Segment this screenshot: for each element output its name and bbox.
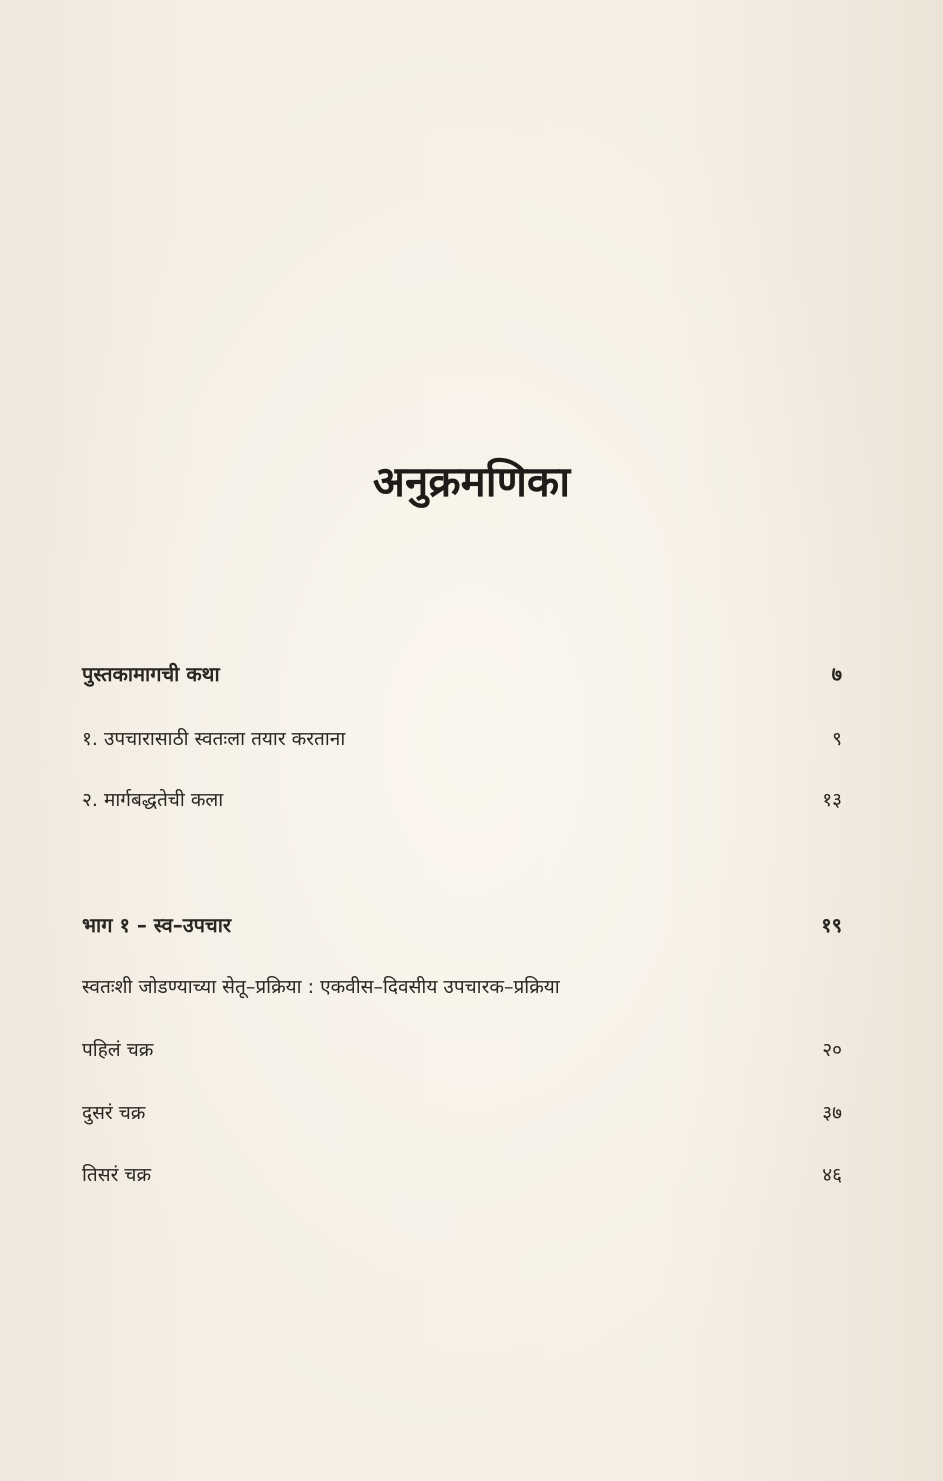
page-title: अनुक्रमणिका [372,457,571,506]
toc-entry-label: पुस्तकामागची कथा [82,662,220,686]
toc-entry-page: ७ [831,662,842,686]
toc-entry-label: तिसरं चक्र [82,1164,152,1186]
toc-entry-chapter-1[interactable] [82,725,842,757]
toc-entry-part-1[interactable] [82,911,842,943]
toc-entry-first-chakra[interactable] [82,1036,842,1068]
toc-entry-third-chakra[interactable] [82,1161,842,1193]
toc-entry-bridge-process[interactable] [82,973,842,1005]
toc-entry-label: स्वतःशी जोडण्याच्या सेतू–प्रक्रिया : एकवीस–दिवसीय उपचारक–प्रक्रिया [82,976,560,998]
toc-entry-page: ४६ [822,1164,842,1186]
toc-entry-second-chakra[interactable] [82,1099,842,1131]
toc-entry-page: २० [822,1039,842,1061]
toc-entry-page: १३ [822,789,842,811]
toc-entry-page: ९ [832,728,842,750]
toc-entry-page: ३७ [822,1102,842,1124]
toc-entry-label: पहिलं चक्र [82,1039,154,1061]
toc-entry-label: भाग १ – स्व–उपचार [82,913,232,937]
toc-entry-label: दुसरं चक्र [82,1102,146,1124]
toc-entry-page: १९ [821,913,842,937]
toc-entry-label: १. उपचारासाठी स्वतःला तयार करताना [82,728,346,750]
toc-entry-preface[interactable] [82,660,842,692]
toc-entry-chapter-2[interactable] [82,786,842,818]
toc-entry-label: २. मार्गबद्धतेची कला [82,789,224,811]
